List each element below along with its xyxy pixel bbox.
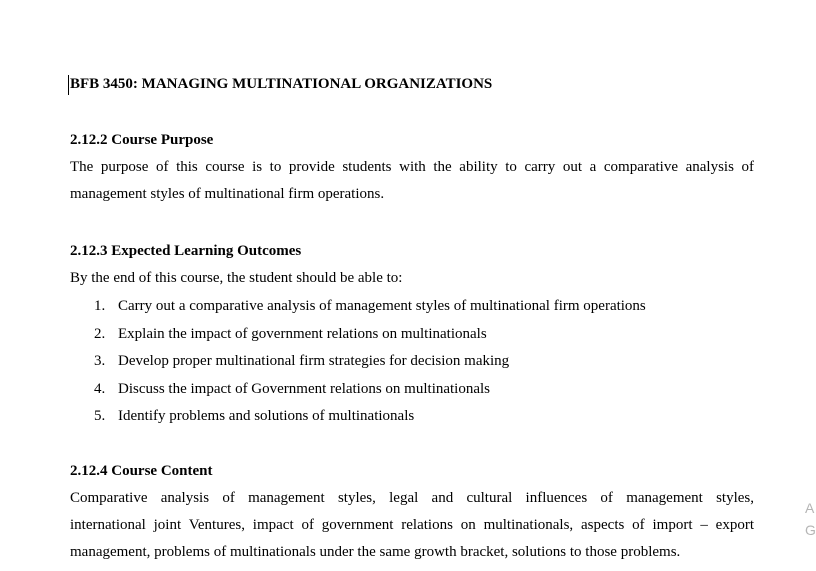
course-content-paragraph [70,485,754,566]
list-item-number: 1. [94,298,106,314]
course-purpose-paragraph [70,154,754,208]
learning-outcomes-intro [70,265,754,292]
cut-off-text: G [805,522,816,538]
paragraph-line: international joint Ventures, impact of government relations on multinationals, aspects of import – export [70,517,754,533]
paragraph-line: management styles of multinational firm operations. [70,186,385,202]
paragraph-line: By the end of this course, the student should be able to: [70,270,403,286]
list-item-text: Discuss the impact of Government relations on multinationals [118,380,491,397]
document-title: BFB 3450: MANAGING MULTINATIONAL ORGANIZATIONS [70,76,493,92]
paragraph-line: Comparative analysis of management styles, legal and cultural influences of management styles, [70,490,754,506]
paragraph-line: management, problems of multinationals under the same growth bracket, solutions to those problems. [70,544,681,560]
list-item-text: Identify problems and solutions of multinationals [118,408,415,424]
list-item-text: Explain the impact of government relations on multinationals [118,325,487,342]
list-item-number: 3. [94,353,106,369]
list-item-text: Carry out a comparative analysis of management styles of multinational firm operations [118,298,646,314]
text-cursor [68,75,69,95]
paragraph-line: The purpose of this course is to provide students with the ability to carry out a comparative analysis of [70,159,754,175]
list-item-text: Develop proper multinational firm strategies for decision making [118,353,510,369]
list-item-number: 2. [94,325,106,342]
list-item-number: 5. [94,408,106,424]
learning-outcomes-heading: 2.12.3 Expected Learning Outcomes [70,243,302,259]
course-purpose-heading: 2.12.2 Course Purpose [70,132,214,148]
course-content-heading: 2.12.4 Course Content [70,463,213,479]
list-item-number: 4. [94,380,106,397]
cut-off-text: A [805,500,815,516]
